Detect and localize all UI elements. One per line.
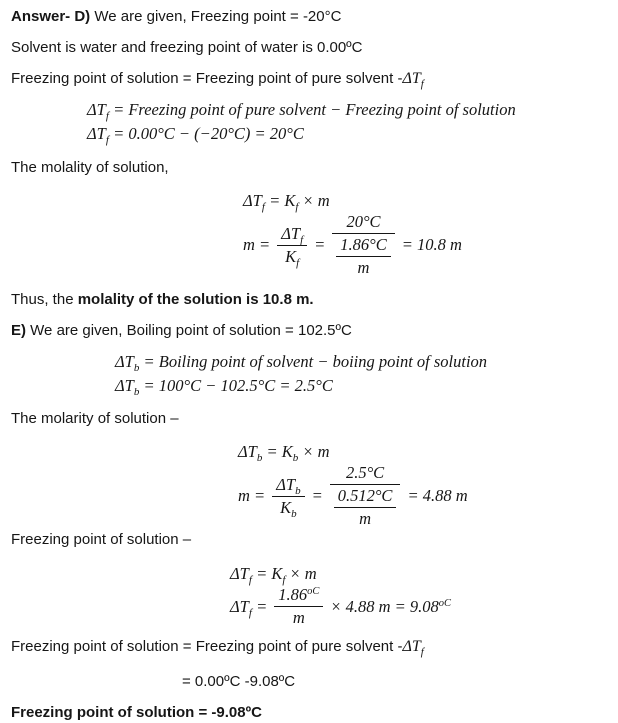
subscript-f: f <box>248 574 252 586</box>
eq-rhs-text: = Freezing point of pure solvent − Freezing point of solution <box>108 100 516 119</box>
eq-result-text: = 4.88 m <box>407 486 468 505</box>
subscript-b: b <box>256 452 263 464</box>
eq-row-deltaTf-calc <box>230 586 612 627</box>
eq-row-molality-calc <box>243 213 612 277</box>
eq-result-text: × 4.88 m = 9.08 <box>330 596 439 616</box>
delta-t-symbol: ΔT <box>230 564 249 583</box>
answer-d-text: We are given, Freezing point = -20°C <box>90 8 342 25</box>
superscript-degC: oC <box>438 597 452 609</box>
delta-t-symbol: ΔT <box>115 352 134 371</box>
eq-line-deltaTf-kf-m <box>243 189 612 213</box>
fraction-denominator <box>272 497 304 520</box>
fraction-deltaTf-over-Kf <box>277 223 307 269</box>
para-answer-d <box>11 7 612 27</box>
answer-e-text: We are given, Boiling point of solution = 102.5ºC <box>26 322 352 339</box>
subscript-b: b <box>292 452 299 464</box>
delta-t-symbol: ΔT <box>238 442 257 461</box>
para-molarity-intro: The molarity of solution – <box>11 410 179 427</box>
subscript-b: b <box>295 484 301 497</box>
para-fp-relation-1 <box>11 69 612 89</box>
subscript-f: f <box>261 201 265 213</box>
answer-e-label: E) <box>11 322 26 339</box>
subscript-b: b <box>291 507 297 520</box>
kf-symbol: K <box>285 246 297 266</box>
delta-t-symbol: ΔT <box>281 223 301 243</box>
molality-result-bold: molality of the solution is 10.8 m. <box>77 291 314 308</box>
subscript-f: f <box>420 78 424 90</box>
inner-fraction-numerator: 0.512°C <box>334 487 397 508</box>
fraction-denominator: m <box>292 608 305 627</box>
result-lead-text: Thus, the <box>11 291 78 308</box>
fraction-numerator: 2.5°C <box>330 464 401 485</box>
fraction-20C-over-kf <box>332 213 394 277</box>
para-solvent-note: Solvent is water and freezing point of water is 0.00ºC <box>11 39 363 56</box>
fraction-numerator <box>277 225 307 246</box>
para-given-e <box>11 321 612 341</box>
fraction-deltaTb-over-Kb <box>272 474 304 520</box>
inner-fraction-denominator: m <box>357 258 370 277</box>
subscript-f: f <box>282 574 286 586</box>
fraction-2p5C-over-kb <box>330 464 401 528</box>
eq-line-deltaTb-kb-m <box>238 440 612 464</box>
fraction-numerator <box>274 586 323 607</box>
subscript-f: f <box>300 233 304 246</box>
eq-mid-text: = K <box>251 564 283 583</box>
eq-line-deltaTb-worded <box>115 350 612 374</box>
para-fp-intro: Freezing point of solution – <box>11 531 192 548</box>
answer-d-label: Answer- D) <box>11 8 91 25</box>
para-molality-result <box>11 290 612 310</box>
equals-sign: = <box>311 486 323 505</box>
equals-sign: = <box>314 235 326 254</box>
inner-fraction-denominator: m <box>359 509 372 528</box>
equals-sign: = <box>251 596 268 616</box>
para-fp-result: Freezing point of solution = -9.08ºC <box>11 704 262 721</box>
fraction-denominator <box>330 485 401 528</box>
eq-block-deltaTf-definition <box>87 98 612 146</box>
superscript-degC: oC <box>307 586 320 597</box>
eq-mid-text: = K <box>264 191 296 210</box>
para-molality-intro: The molality of solution, <box>11 159 169 176</box>
delta-tf-inline <box>402 70 424 90</box>
subscript-f: f <box>105 110 109 122</box>
delta-tf-inline <box>402 638 424 658</box>
eq-block-deltaTb-definition <box>115 350 612 398</box>
subscript-b: b <box>133 362 140 374</box>
fp-relation-1-text: Freezing point of solution = Freezing point of pure solvent - <box>11 70 403 87</box>
delta-t-symbol: ΔT <box>402 70 421 87</box>
eq-mid-text: = K <box>262 442 293 461</box>
eq-end-text: × m <box>298 191 330 210</box>
eq-line-deltaTf-numeric <box>87 122 612 146</box>
eq-line-deltaTf-worded <box>87 98 612 122</box>
inner-fraction-numerator: 1.86°C <box>336 236 390 257</box>
fraction-numerator <box>272 476 304 497</box>
para-fp-relation-2 <box>11 637 612 657</box>
fp-relation-2-text: Freezing point of solution = Freezing point of pure solvent - <box>11 638 403 655</box>
delta-t-symbol: ΔT <box>276 474 296 494</box>
subscript-f: f <box>420 646 424 658</box>
eq-line-deltaTb-numeric <box>115 374 612 398</box>
delta-t-symbol: ΔT <box>243 191 262 210</box>
inner-fraction-kb-per-m <box>334 487 397 528</box>
eq-lead-text: m = <box>243 235 271 254</box>
eq-row-molarity-calc <box>238 464 612 528</box>
fraction-kf-per-m <box>274 586 323 627</box>
fraction-numerator: 20°C <box>332 213 394 234</box>
subscript-f: f <box>296 256 300 269</box>
delta-t-symbol: ΔT <box>87 124 106 143</box>
eq-lead-token <box>230 596 268 619</box>
subscript-f: f <box>248 606 252 619</box>
eq-end-text: × m <box>298 442 330 461</box>
fraction-denominator <box>277 246 307 269</box>
eq-rhs-text: = Boiling point of solvent − boiing point of solution <box>139 352 488 371</box>
eq-rhs-text: = 100°C − 102.5°C = 2.5°C <box>139 376 333 395</box>
delta-t-symbol: ΔT <box>87 100 106 119</box>
subscript-b: b <box>133 386 140 398</box>
delta-t-symbol: ΔT <box>402 638 421 655</box>
fraction-denominator <box>332 234 394 277</box>
eq-lead-text: m = <box>238 486 266 505</box>
eq-end-text: × m <box>285 564 317 583</box>
eq-line-deltaTf-kf-m-2 <box>230 562 612 586</box>
eq-rhs-text: = 0.00°C − (−20°C) = 20°C <box>108 124 304 143</box>
eq-result-text: = 10.8 m <box>401 235 462 254</box>
kf-value: 1.86 <box>278 585 308 604</box>
subscript-f: f <box>295 201 299 213</box>
inner-fraction-kf-per-m <box>336 236 390 277</box>
subscript-f: f <box>105 134 109 146</box>
kb-symbol: K <box>280 497 292 517</box>
para-fp-substitution: = 0.00ºC -9.08ºC <box>182 673 296 690</box>
eq-result-token <box>330 598 451 616</box>
delta-t-symbol: ΔT <box>230 596 249 616</box>
delta-t-symbol: ΔT <box>115 376 134 395</box>
